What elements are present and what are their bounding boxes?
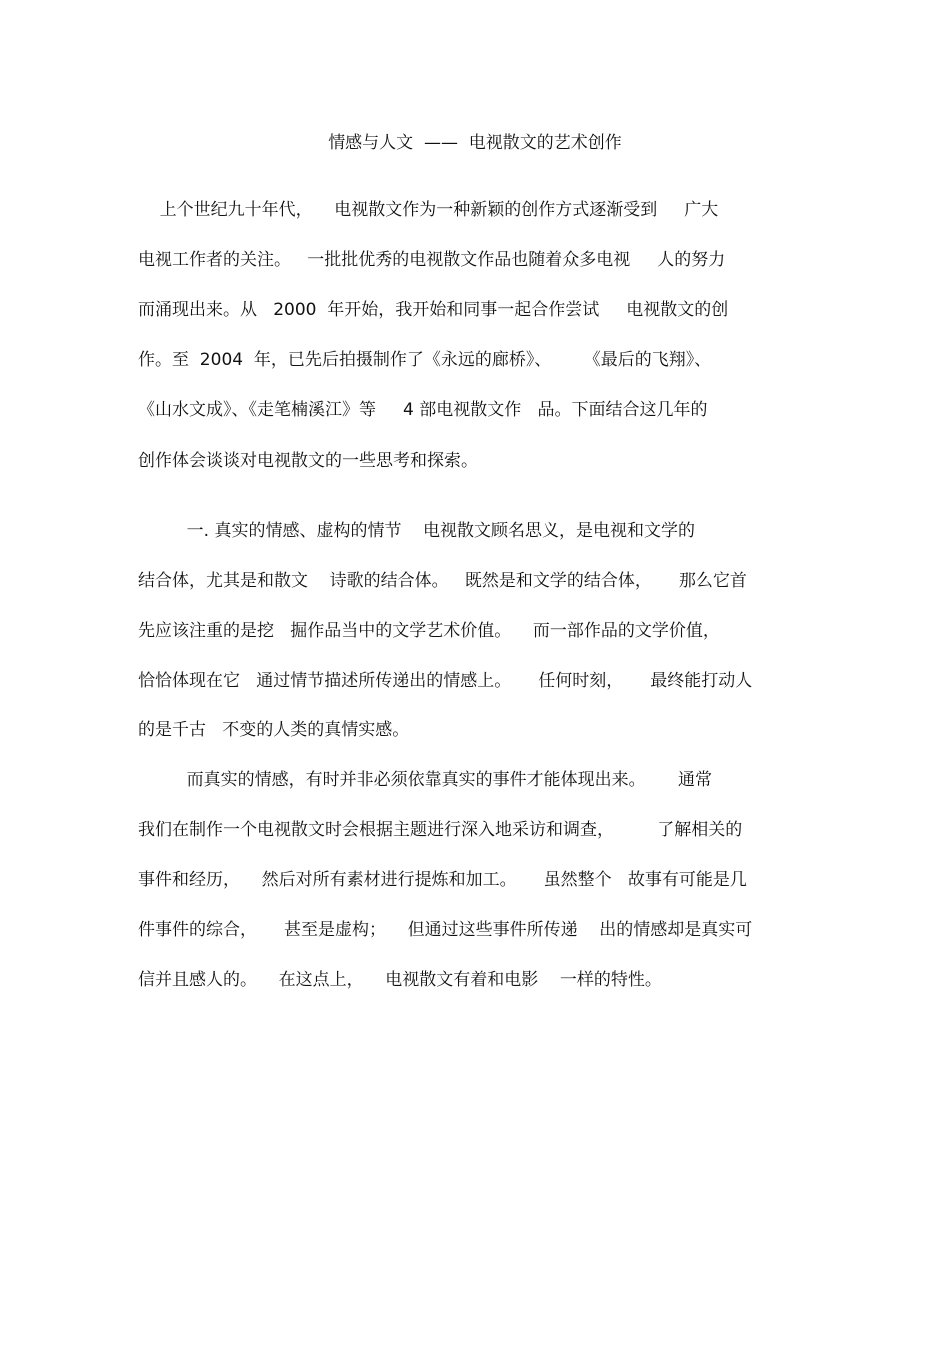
- paragraph-2-line-1: 一. 真实的情感、虚构的情节 电视散文顾名思义，是电视和文学的: [138, 521, 696, 541]
- document-title: 情感与人文 —— 电视散文的艺术创作: [328, 133, 622, 153]
- paragraph-1-line-6: 创作体会谈谈对电视散文的一些思考和探索。: [138, 451, 478, 471]
- paragraph-3-line-4: 件事件的综合， 甚至是虚构； 但通过这些事件所传递 出的情感却是真实可: [138, 920, 753, 940]
- paragraph-2-line-2: 结合体，尤其是和散文 诗歌的结合体。 既然是和文学的结合体， 那么它首: [138, 571, 747, 591]
- paragraph-1-line-4: 作。至 2004 年，已先后拍摄制作了《永远的廊桥》、 《最后的飞翔》、: [138, 350, 712, 370]
- paragraph-2-line-5: 的是千古 不变的人类的真情实感。: [138, 720, 410, 740]
- paragraph-3-line-5: 信并且感人的。 在这点上， 电视散文有着和电影 一样的特性。: [138, 970, 662, 990]
- paragraph-3-line-3: 事件和经历， 然后对所有素材进行提炼和加工。 虽然整个 故事有可能是几: [138, 870, 747, 890]
- paragraph-2-line-4: 恰恰体现在它 通过情节描述所传递出的情感上。 任何时刻， 最终能打动人: [138, 671, 753, 691]
- paragraph-3-line-1: 而真实的情感，有时并非必须依靠真实的事件才能体现出来。 通常: [138, 770, 713, 790]
- paragraph-3-line-2: 我们在制作一个电视散文时会根据主题进行深入地采访和调查， 了解相关的: [138, 820, 743, 840]
- paragraph-1-line-2: 电视工作者的关注。 一批批优秀的电视散文作品也随着众多电视 人的努力: [138, 250, 726, 270]
- paragraph-1-line-3: 而涌现出来。从 2000 年开始，我开始和同事一起合作尝试 电视散文的创: [138, 300, 729, 320]
- paragraph-2-line-3: 先应该注重的是挖 掘作品当中的文学艺术价值。 而一部作品的文学价值，: [138, 621, 720, 641]
- paragraph-1-line-1: 上个世纪九十年代， 电视散文作为一种新颖的创作方式逐渐受到 广大: [138, 200, 719, 220]
- paragraph-1-line-5: 《山水文成》、《走笔楠溪江》等 4 部电视散文作 品。下面结合这几年的: [138, 400, 708, 420]
